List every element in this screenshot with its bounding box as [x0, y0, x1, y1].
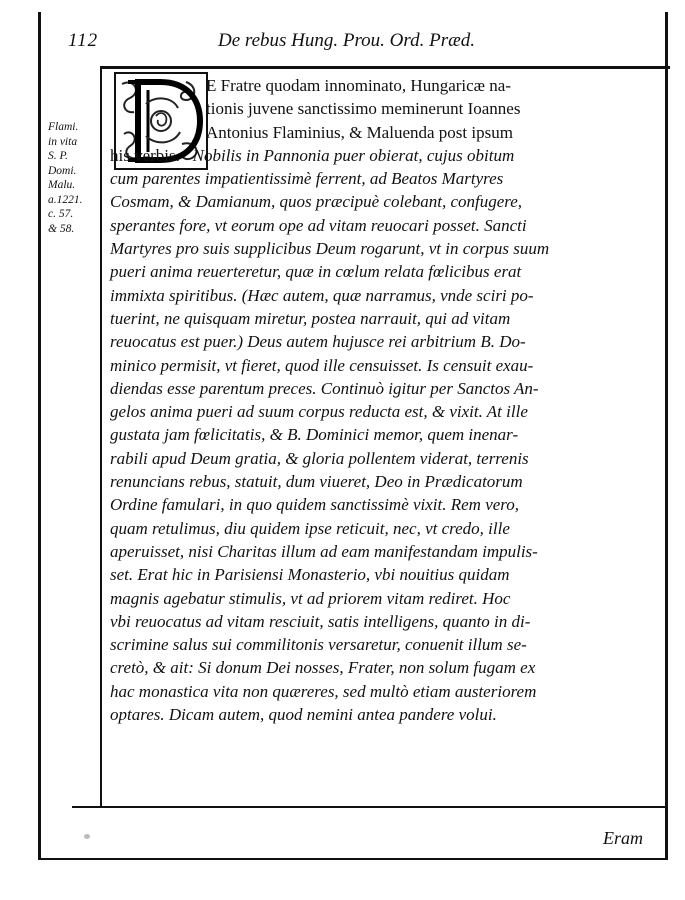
text-line: gustata jam fœlicitatis, & B. Dominici memor, quem inenar-	[110, 425, 519, 445]
text-line: hac monastica vita non quæreres, sed multò etiam austeriorem	[110, 681, 537, 701]
margin-note-line: Malu.	[48, 179, 76, 191]
catchword: Eram	[603, 828, 643, 848]
margin-note-line: Flami.	[48, 121, 79, 133]
text-line: reuocatus est puer.) Deus autem hujusce rei arbitrium B. Do-	[110, 332, 526, 352]
header-rule	[100, 66, 670, 69]
text-line: renuncians rebus, statuit, dum viueret, Deo in Prædicatorum	[110, 472, 523, 492]
page-header	[48, 30, 658, 60]
text-line: Antonius Flaminius, & Maluenda post ipsum	[206, 122, 513, 142]
text-segment: Nobilis in Pannonia puer obierat, cujus obitum	[192, 145, 515, 165]
margin-note-line: & 58.	[48, 222, 75, 235]
margin-note-line: a.1221.	[48, 193, 83, 206]
margin-note-line: in vita	[48, 135, 78, 148]
margin-note-line: c. 57.	[48, 208, 74, 220]
text-line: Cosmam, & Damianum, quos præcipuè colebant, confugere,	[110, 192, 523, 212]
page-number: 112	[68, 30, 99, 51]
margin-note-line: S. P.	[48, 150, 68, 162]
text-line: cum parentes impatientissimè ferrent, ad Beatos Martyres	[110, 169, 504, 189]
margin-note-line: Domi.	[48, 164, 77, 177]
margin-note	[48, 120, 98, 236]
body-text	[110, 74, 658, 726]
ink-speck	[84, 834, 90, 839]
footer-rule	[72, 806, 668, 808]
text-line: minico permisit, vt fieret, quod ille censuisset. Is censuit exau-	[110, 355, 534, 375]
text-line: scrimine salus sui commilitonis versaretur, conuenit illum se-	[110, 635, 527, 655]
text-line: pueri anima reuerteretur, quæ in cœlum relata fœlicibus erat	[110, 262, 522, 282]
text-line: aperuisset, nisi Charitas illum ad eam manifestandam impulis-	[110, 541, 538, 561]
text-line: vbi reuocatus ad vitam resciuit, satis intelligens, quanto in di-	[110, 611, 531, 631]
text-line: gelos anima pueri ad suum corpus reducta est, & vixit. At ille	[110, 402, 528, 422]
text-line: tionis juvene sanctissimo meminerunt Ioannes	[206, 99, 521, 119]
text-line: E Fratre quodam innominato, Hungaricæ na-	[206, 76, 511, 95]
text-line	[110, 144, 658, 167]
text-line: rabili apud Deum gratia, & gloria pollentem viderat, terrenis	[110, 448, 529, 468]
text-line: magnis agebatur stimulis, vt ad priorem vitam rediret. Hoc	[110, 588, 511, 608]
text-line: quam retulimus, diu quidem ipse reticuit, nec, vt credo, ille	[110, 518, 510, 538]
text-line: Martyres pro suis supplicibus Deum rogarunt, vt in corpus suum	[110, 239, 550, 259]
text-line: Ordine famulari, in quo quidem sanctissimè vixit. Rem vero,	[110, 495, 520, 515]
text-line: set. Erat hic in Parisiensi Monasterio, vbi nouitius quidam	[110, 565, 510, 585]
text-line: immixta spiritibus. (Hæc autem, quæ narramus, vnde sciri po-	[110, 285, 534, 305]
text-line: tuerint, ne quisquam miretur, postea narrauit, qui ad vitam	[110, 308, 511, 328]
running-head: De rebus Hung. Prou. Ord. Præd.	[218, 30, 476, 51]
text-line: sperantes fore, vt eorum ope ad vitam reuocari posset. Sancti	[110, 215, 527, 235]
margin-rule	[100, 66, 102, 806]
text-line: diendas esse parentum preces. Continuò igitur per Sanctos An-	[110, 378, 539, 398]
text-line: optares. Dicam autem, quod nemini antea pandere volui.	[110, 705, 497, 725]
text-segment: his verbis.	[110, 145, 180, 165]
text-line: cretò, & ait: Si donum Dei nosses, Frater, non solum fugam ex	[110, 658, 536, 678]
